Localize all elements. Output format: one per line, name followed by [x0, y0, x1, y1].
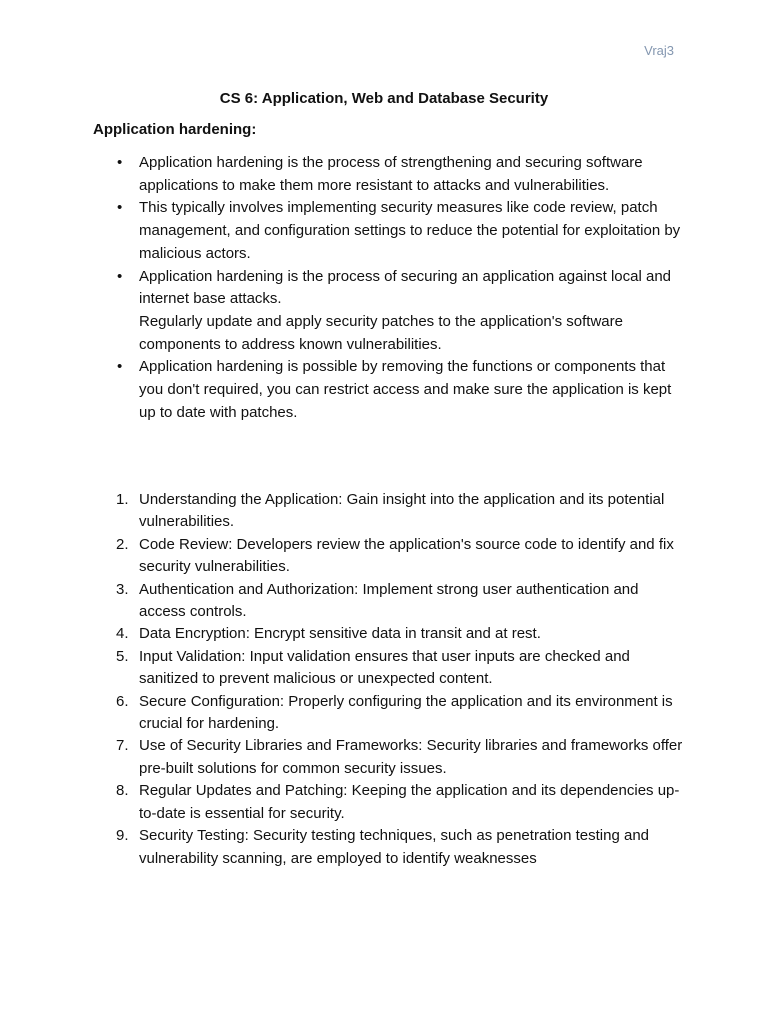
- list-item: [93, 579, 688, 624]
- list-item-number: 1.: [116, 491, 129, 508]
- bullet-item: [93, 152, 683, 197]
- list-item-text: Understanding the Application: Gain insight into the application and its potential vulnerabilities.: [139, 491, 665, 531]
- bullet-list: [93, 152, 683, 424]
- list-item-text: Security Testing: Security testing techniques, such as penetration testing and vulnerability scanning, are employed to identify weaknesses: [139, 827, 650, 867]
- list-item-text: Code Review: Developers review the application's source code to identify and fix security vulnerabilities.: [139, 535, 674, 576]
- list-item-text: Authentication and Authorization: Implement strong user authentication and access controls.: [139, 580, 639, 621]
- list-item-number: 7.: [116, 737, 129, 755]
- bullet-text: Application hardening is the process of securing an application against local and internet base attacks.: [139, 267, 672, 308]
- bullet-item: [93, 197, 683, 265]
- steps-list: [93, 489, 688, 870]
- bullet-text: This typically involves implementing security measures like code review, patch management, and configuration settings to reduce the potential for exploitation by malicious actors.: [139, 199, 681, 262]
- bullet-icon: •: [117, 199, 123, 217]
- bullet-item: [93, 356, 683, 424]
- bullet-icon: •: [117, 154, 123, 171]
- bullet-item: [93, 266, 683, 357]
- list-item: [93, 780, 688, 825]
- list-item-text: Data Encryption: Encrypt sensitive data in transit and at rest.: [139, 625, 541, 643]
- list-item-number: 2.: [116, 535, 129, 553]
- list-item-number: 5.: [116, 647, 129, 665]
- list-item: [93, 735, 688, 780]
- bullet-icon: •: [117, 358, 123, 376]
- list-item-number: 6.: [116, 692, 129, 710]
- header-tag: Vraj3: [644, 43, 674, 58]
- list-item: [93, 623, 688, 645]
- bullet-text: Regularly update and apply security patches to the application's software components to address known vulnerabilities.: [139, 312, 623, 353]
- list-item-text: Use of Security Libraries and Frameworks: Security libraries and frameworks offer pre-built solutions for common security issues.: [139, 737, 683, 777]
- bullet-text: Application hardening is the process of strengthening and securing software applications to make them more resistant to attacks and vulnerabilities.: [139, 154, 643, 194]
- list-item-text: Secure Configuration: Properly configuring the application and its environment is crucial for hardening.: [139, 692, 673, 733]
- list-item-number: 8.: [116, 782, 129, 800]
- list-item-text: Input Validation: Input validation ensures that user inputs are checked and sanitized to prevent malicious or unexpected content.: [139, 647, 630, 688]
- list-item: [93, 534, 688, 579]
- list-item-number: 4.: [116, 625, 129, 643]
- list-item: [93, 825, 688, 870]
- list-item-number: 9.: [116, 827, 129, 845]
- list-item-number: 3.: [116, 580, 129, 598]
- list-item-text: Regular Updates and Patching: Keeping the application and its dependencies up-to-date is essential for security.: [139, 782, 680, 822]
- section-heading: Application hardening:: [93, 121, 257, 138]
- bullet-text: Application hardening is possible by removing the functions or components that you don't required, you can restrict access and make sure the application is kept up to date with patches.: [139, 358, 672, 421]
- list-item: [93, 489, 688, 534]
- bullet-icon: •: [117, 267, 123, 285]
- document-title: CS 6: Application, Web and Database Security: [219, 90, 549, 107]
- list-item: [93, 691, 688, 736]
- list-item: [93, 646, 688, 691]
